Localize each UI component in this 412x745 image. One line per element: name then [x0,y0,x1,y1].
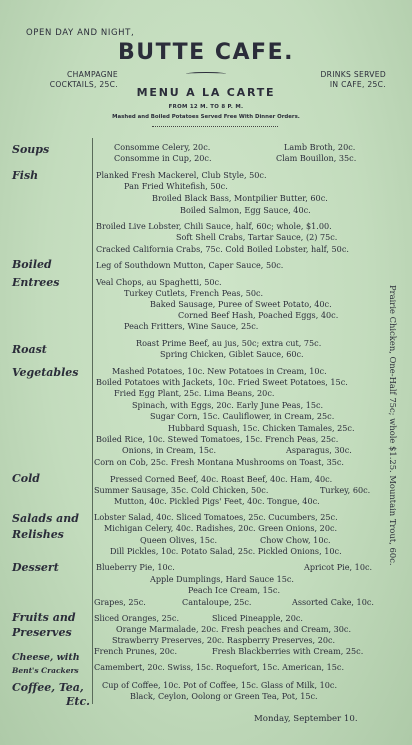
open-day-night: OPEN DAY AND NIGHT, [26,28,135,38]
menu-line: Sugar Corn, 15c. Cauliflower, in Cream, 25c. [150,411,335,421]
menu-line: Assorted Cake, 10c. [292,597,374,607]
menu-line: French Prunes, 20c. [94,646,178,656]
menu-line: Leg of Southdown Mutton, Caper Sauce, 50c. [96,260,284,270]
cafe-title: BUTTE CAFE. [118,40,294,65]
menu-line: Cracked California Crabs, 75c. Cold Boiled Lobster, half, 50c. [96,244,349,254]
menu-line: Black, Ceylon, Oolong or Green Tea, Pot, 15c. [130,691,318,701]
menu-title: MENU A LA CARTE [136,86,276,99]
category-coffee-line-1: Coffee, Tea, [12,681,84,694]
menu-line: Fried Egg Plant, 25c. Lima Beans, 20c. [114,388,275,398]
category-cheese-line-2: Bent's Crackers [12,666,79,675]
champagne-line-1: CHAMPAGNE [67,70,118,79]
category-cheese-line-1: Cheese, with [12,652,80,663]
side-note-text: Prairie Chicken, One-Half 75c; whole $1.25. Mountain Trout, 60c. [388,285,398,566]
menu-line: Apricot Pie, 10c. [304,562,373,572]
menu-line: Sliced Pineapple, 20c. [212,613,303,623]
category-vegetables: Vegetables [12,366,79,379]
menu-line: Boiled Salmon, Egg Sauce, 40c. [180,205,311,215]
menu-line: Consomme in Cup, 20c. [114,153,212,163]
category-salads-line-2: Relishes [12,528,64,541]
champagne-line-2: COCKTAILS, 25C. [49,80,118,89]
menu-date: Monday, September 10. [254,714,358,724]
category-cold: Cold [12,472,40,485]
drinks-line-2: IN CAFE, 25C. [329,80,386,89]
title-swash [186,72,226,76]
menu-line: Cup of Coffee, 10c. Pot of Coffee, 15c. Glass of Milk, 10c. [102,680,338,690]
side-note [380,285,402,595]
menu-line: Fresh Blackberries with Cream, 25c. [212,646,364,656]
menu-line: Asparagus, 30c. [286,445,352,455]
category-fruits-line-2: Preserves [12,626,72,639]
menu-line: Michigan Celery, 40c. Radishes, 20c. Green Onions, 20c. [104,523,338,533]
category-soups: Soups [12,143,50,156]
category-fish: Fish [12,169,39,182]
category-fruits-line-1: Fruits and [12,611,76,624]
category-salads-line-1: Salads and [12,512,79,525]
menu-line: Roast Prime Beef, au jus, 50c; extra cut, 75c. [136,338,322,348]
category-coffee-line-2: Etc. [66,695,90,708]
menu-line: Apple Dumplings, Hard Sauce 15c. [150,574,294,584]
dotted-rule [152,126,278,127]
menu-line: Veal Chops, au Spaghetti, 50c. [96,277,222,287]
menu-line: Orange Marmalade, 20c. Fresh peaches and Cream, 30c. [116,624,352,634]
menu-line: Camembert, 20c. Swiss, 15c. Roquefort, 15c. American, 15c. [94,662,345,672]
menu-line: Spinach, with Eggs, 20c. Early June Peas, 15c. [132,400,324,410]
menu-line: Hubbard Squash, 15c. Chicken Tamales, 25c. [168,423,355,433]
menu-line: Consomme Celery, 20c. [114,142,211,152]
menu-line: Sliced Oranges, 25c. [94,613,180,623]
column-divider [92,138,93,704]
menu-line: Turkey Cutlets, French Peas, 50c. [124,288,264,298]
serving-hours: FROM 12 M. TO 8 P. M. [168,104,244,110]
menu-line: Mashed Potatoes, 10c. New Potatoes in Cream, 10c. [112,366,327,376]
menu-line: Onions, in Cream, 15c. [122,445,217,455]
category-boiled: Boiled [12,258,52,271]
category-roast: Roast [12,343,47,356]
menu-line: Strawberry Preserves, 20c. Raspberry Preserves, 20c. [112,635,336,645]
menu-line: Blueberry Pie, 10c. [96,562,175,572]
menu-line: Boiled Rice, 10c. Stewed Tomatoes, 15c. French Peas, 25c. [96,434,339,444]
category-entrees: Entrees [12,276,60,289]
drinks-line-1: DRINKS SERVED [320,70,386,79]
menu-line: Chow Chow, 10c. [260,535,331,545]
menu-line: Broiled Black Bass, Montpilier Butter, 60c. [152,193,328,203]
menu-line: Summer Sausage, 35c. Cold Chicken, 50c. [94,485,269,495]
menu-line: Lamb Broth, 20c. [284,142,356,152]
menu-line: Corn on Cob, 25c. Fresh Montana Mushrooms on Toast, 35c. [94,457,344,467]
menu-line: Clam Bouillon, 35c. [276,153,357,163]
menu-line: Planked Fresh Mackerel, Club Style, 50c. [96,170,267,180]
menu-line: Baked Sausage, Puree of Sweet Potato, 40c. [150,299,332,309]
menu-line: Queen Olives, 15c. [140,535,218,545]
menu-line: Grapes, 25c. [94,597,146,607]
menu-line: Lobster Salad, 40c. Sliced Tomatoes, 25c. Cucumbers, 25c. [94,512,338,522]
potato-note: Mashed and Boiled Potatoes Served Free With Dinner Orders. [112,114,300,120]
menu-line: Pressed Corned Beef, 40c. Roast Beef, 40c. Ham, 40c. [110,474,333,484]
menu-line: Broiled Live Lobster, Chili Sauce, half, 60c; whole, $1.00. [96,221,332,231]
menu-line: Mutton, 40c. Pickled Pigs' Feet, 40c. Tongue, 40c. [114,496,320,506]
menu-line: Spring Chicken, Giblet Sauce, 60c. [160,349,304,359]
menu-line: Soft Shell Crabs, Tartar Sauce, (2) 75c. [176,232,338,242]
menu-line: Boiled Potatoes with Jackets, 10c. Fried Sweet Potatoes, 15c. [96,377,348,387]
menu-line: Dill Pickles, 10c. Potato Salad, 25c. Pickled Onions, 10c. [110,546,342,556]
menu-line: Peach Ice Cream, 15c. [188,585,281,595]
category-dessert: Dessert [12,561,59,574]
menu-line: Corned Beef Hash, Poached Eggs, 40c. [178,310,339,320]
menu-line: Turkey, 60c. [320,485,371,495]
menu-line: Cantaloupe, 25c. [182,597,252,607]
menu-line: Peach Fritters, Wine Sauce, 25c. [124,321,259,331]
menu-line: Pan Fried Whitefish, 50c. [124,181,228,191]
